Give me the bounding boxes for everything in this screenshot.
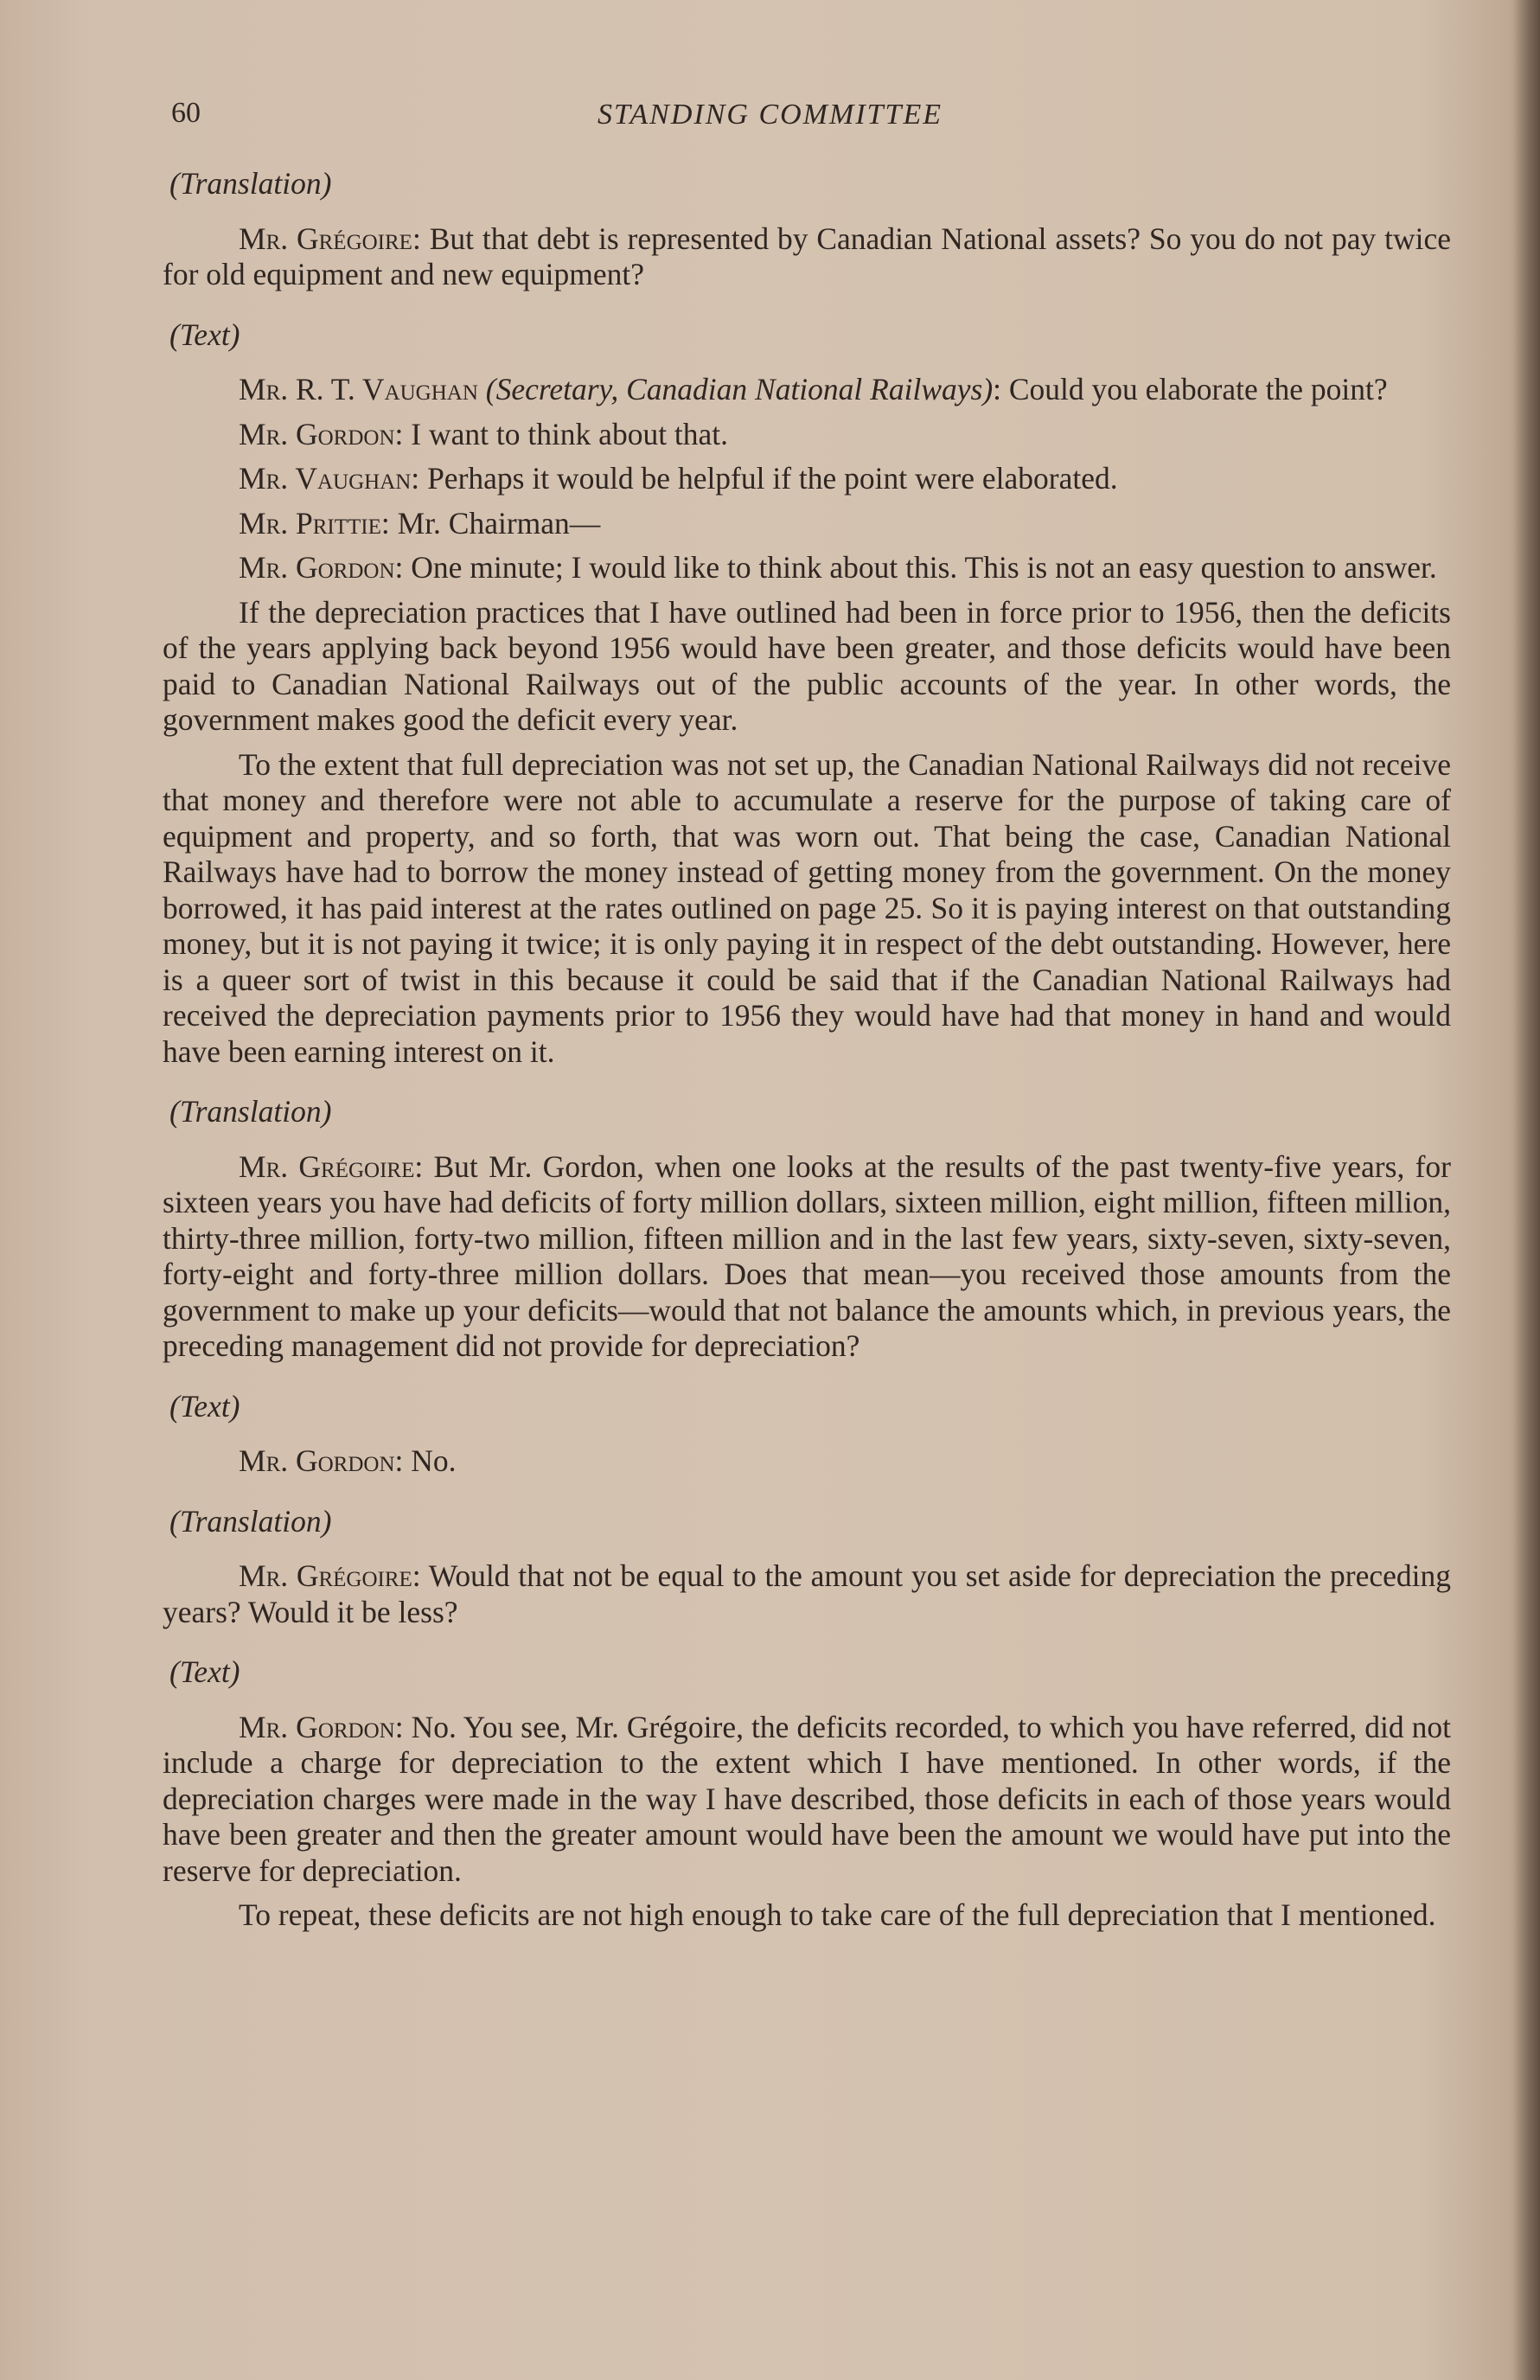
paragraph bbox=[163, 221, 1451, 293]
paragraph-text: I want to think about that. bbox=[403, 416, 729, 451]
paragraph bbox=[163, 417, 1451, 453]
paragraph-text: : Could you elaborate the point? bbox=[993, 372, 1388, 406]
speaker-name: Mr. Prittie: bbox=[239, 505, 390, 541]
speaker-name: Mr. Gordon: bbox=[239, 1709, 404, 1744]
section-label: (Text) bbox=[169, 1388, 240, 1424]
paragraph bbox=[163, 1558, 1451, 1630]
paragraph bbox=[163, 550, 1451, 586]
speaker-name: Mr. Gordon: bbox=[239, 1443, 404, 1478]
speaker-title: (Secretary, Canadian National Railways) bbox=[477, 372, 994, 406]
paragraph bbox=[163, 1710, 1451, 1890]
section-label: (Translation) bbox=[169, 1503, 332, 1539]
paragraph-text: Perhaps it would be helpful if the point were elaborated. bbox=[419, 461, 1118, 496]
page-header bbox=[0, 97, 1540, 140]
speaker-name: Mr. Vaughan: bbox=[239, 461, 420, 496]
section-label: (Translation) bbox=[169, 1094, 332, 1129]
page-number: 60 bbox=[171, 97, 201, 129]
paragraph-text: But that debt is represented by Canadian National assets? So you do not pay twice for old equipment and new equipment? bbox=[163, 221, 1451, 291]
speaker-name: Mr. R. T. Vaughan bbox=[239, 372, 478, 406]
section-label: (Translation) bbox=[169, 166, 332, 201]
transcript-body bbox=[163, 166, 1451, 1942]
paragraph bbox=[163, 595, 1451, 739]
paragraph-text: One minute; I would like to think about this. This is not an easy question to answer. bbox=[403, 550, 1437, 585]
paragraph-text: To repeat, these deficits are not high enough to take care of the full depreciation that I mentioned. bbox=[239, 1897, 1436, 1932]
page-edge-shadow bbox=[1514, 0, 1540, 2380]
speaker-name: Mr. Gordon: bbox=[239, 550, 404, 585]
paragraph bbox=[163, 747, 1451, 1071]
paragraph bbox=[163, 1443, 1451, 1480]
speaker-name: Mr. Gordon: bbox=[239, 416, 404, 451]
paragraph-text: No. You see, Mr. Grégoire, the deficits recorded, to which you have referred, did not include a charge for depreciation to the extent which I have mentioned. In other words, if the depreciation charges were made in the way I have described, those deficits in each of those years would have been greater and then the greater amount would have been the amount we would have put into the reserve for depreciation. bbox=[163, 1709, 1451, 1888]
paragraph-text: But Mr. Gordon, when one looks at the results of the past twenty-five years, for sixteen years you have had deficits of forty million dollars, sixteen million, eight million, fifteen million, thirty-three million, forty-two million, fifteen million and in the last few years, sixty-seven, sixty-seven, forty-eight and forty-three million dollars. Does that mean—you received those amounts from the government to make up your deficits—would that not balance the amounts which, in previous years, the preceding management did not provide for depreciation? bbox=[163, 1148, 1451, 1363]
running-head: STANDING COMMITTEE bbox=[597, 99, 943, 131]
paragraph bbox=[163, 506, 1451, 542]
section-label: (Text) bbox=[169, 1654, 240, 1689]
paragraph bbox=[163, 372, 1451, 408]
speaker-name: Mr. Grégoire: bbox=[239, 1148, 424, 1184]
speaker-name: Mr. Grégoire: bbox=[239, 221, 421, 256]
paragraph-text: No. bbox=[403, 1443, 457, 1478]
paragraph-text: Would that not be equal to the amount you set aside for depreciation the preceding years? Would it be less? bbox=[163, 1558, 1451, 1629]
paragraph bbox=[163, 1149, 1451, 1365]
paragraph-text: Mr. Chairman— bbox=[389, 505, 601, 541]
paragraph bbox=[163, 1897, 1451, 1934]
section-label: (Text) bbox=[169, 317, 240, 352]
paragraph-text: If the depreciation practices that I have outlined had been in force prior to 1956, then the deficits of the years applying back beyond 1956 would have been greater, and those deficits would have been paid to Canadian National Railways out of the public accounts of the year. In other words, the government makes good the deficit every year. bbox=[163, 594, 1451, 737]
speaker-name: Mr. Grégoire: bbox=[239, 1558, 421, 1593]
paragraph bbox=[163, 461, 1451, 497]
paragraph-text: To the extent that full depreciation was not set up, the Canadian National Railways did not receive that money and therefore were not able to accumulate a reserve for the purpose of taking care of equipment and property, and so forth, that was worn out. That being the case, Canadian National Railways have had to borrow the money instead of getting money from the government. On the money borrowed, it has paid interest at the rates outlined on page 25. So it is paying interest on that outstanding money, but it is not paying it twice; it is only paying it in respect of the debt outstanding. However, here is a queer sort of twist in this because it could be said that if the Canadian National Railways had received the depreciation payments prior to 1956 they would have had that money in hand and would have been earning interest on it. bbox=[163, 746, 1451, 1069]
